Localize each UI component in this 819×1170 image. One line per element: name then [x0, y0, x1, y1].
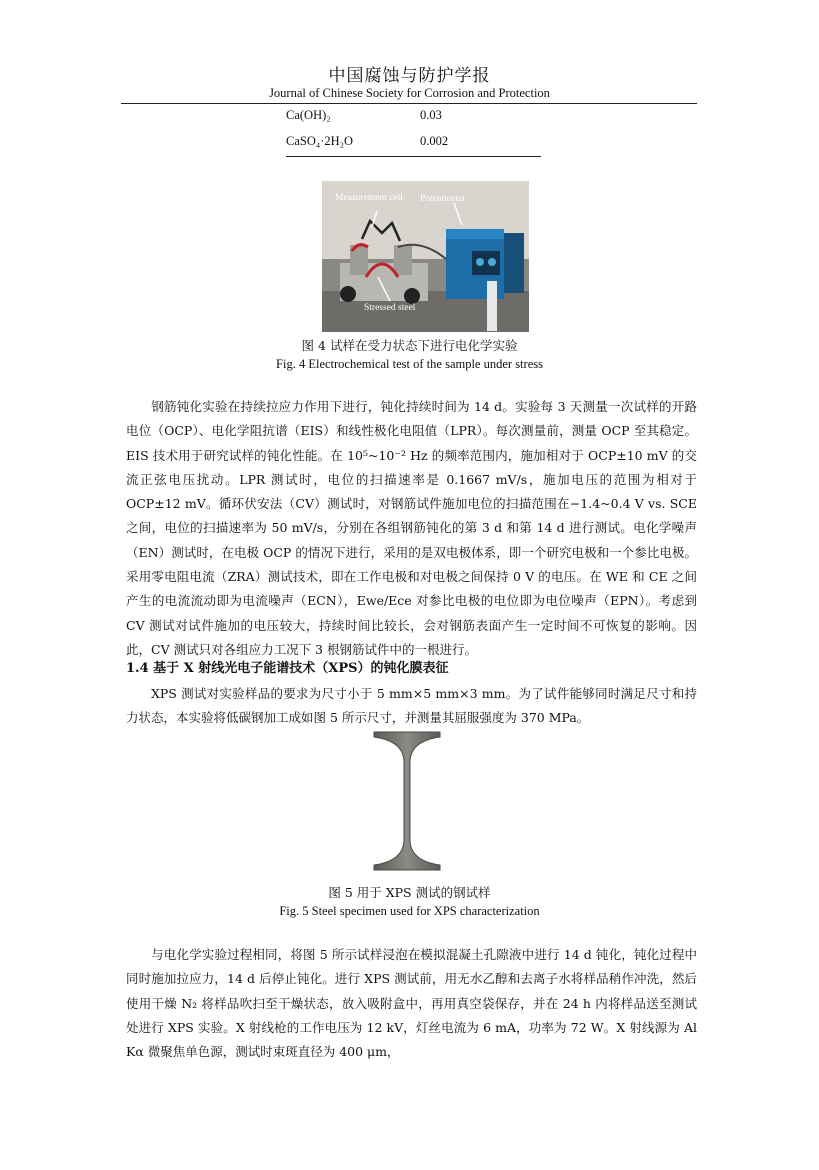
paragraph-text: 与电化学实验过程相同，将图 5 所示试样浸泡在模拟混凝土孔隙液中进行 14 d 钝化，钝化过程中同时施加拉应力，14 d 后停止钝化。进行 XPS 测试前，用无水乙醇和去离子水将样品稍作冲洗，然后使用干燥 N₂ 将样品吹扫至干燥状态，放入吸附盒中，再用真空袋保存，并在 24 h 内将样品送至测试处进行 XPS 实验。X 射线枪的工作电压为 12 kV，灯丝电流为 6 mA，功率为 72 W。X 射线源为 Al Kα 微聚焦单色源，测试时束斑直径为 400 μm，: [126, 947, 697, 1060]
body-paragraph: [126, 395, 697, 662]
figure5-specimen-image: [373, 731, 441, 871]
table-cell-compound: Ca(OH)₂: [286, 108, 331, 122]
journal-title-cn: 中国腐蚀与防护学报: [328, 66, 491, 86]
journal-title-en: Journal of Chinese Society for Corrosion and Protection: [269, 86, 550, 100]
label-measurement-cell: Measurement cell: [335, 193, 403, 203]
header-rule: [121, 103, 697, 104]
section-heading: 1.4 基于 X 射线光电子能谱技术（XPS）的钝化膜表征: [126, 661, 449, 676]
table-bottom-rule: [286, 156, 541, 157]
label-stressed-steel: Stressed steel: [364, 303, 416, 313]
figure4-caption-cn: 图 4 试样在受力状态下进行电化学实验: [301, 338, 518, 353]
paragraph-text: 钢筋钝化实验在持续拉应力作用下进行，钝化持续时间为 14 d。实验每 3 天测量一次试样的开路电位（OCP）、电化学阻抗谱（EIS）和线性极化电阻值（LPR）。每次测量前，测量 OCP 至其稳定。EIS 技术用于研究试样的钝化性能。在 10⁵~10⁻² Hz 的频率范围内，施加相对于 OCP±10 mV 的交流正弦电压扰动。LPR 测试时，电位的扫描速率是 0.1667 mV/s，施加电压的范围为相对于 OCP±12 mV。循环伏安法（CV）测试时，对钢筋试件施加电位的扫描范围在−1.4~0.4 V vs. SCE 之间，电位的扫描速率为 50 mV/s，分别在各组钢筋钝化的第 3 d 和第 14 d 进行测试。电化学噪声（EN）测试时，在电极 OCP 的情况下进行，采用的是双电极体系，即一个研究电极和一个参比电极。采用零电阻电流（ZRA）测试技术，即在工作电极和对电极之间保持 0 V 的电压。在 WE 和 CE 之间产生的电流流动即为电流噪声（ECN），Ewe/Ece 对参比电极的电位即为电位噪声（EPN）。考虑到 CV 测试对试件施加的电压较大，持续时间比较长，会对钢筋表面产生一定时间不可恢复的影响。因此，CV 测试只对各组应力工况下 3 根钢筋试件中的一根进行。: [126, 399, 697, 657]
table-cell-compound: CaSO₄·2H₂O: [286, 134, 354, 148]
body-paragraph: [126, 943, 697, 1064]
figure4-photo: [322, 181, 529, 332]
label-potentiostat: Potentiostat: [420, 194, 465, 204]
table-cell-value: 0.002: [420, 134, 449, 148]
paragraph-text: XPS 测试对实验样品的要求为尺寸小于 5 mm×5 mm×3 mm。为了试件能够同时满足尺寸和持力状态，本实验将低碳钢加工成如图 5 所示尺寸，并测量其屈服强度为 370 MPa。: [126, 686, 697, 726]
table-cell-value: 0.03: [420, 108, 442, 122]
figure5-caption-cn: 图 5 用于 XPS 测试的钢试样: [328, 885, 491, 900]
figure4-caption-en: Fig. 4 Electrochemical test of the sample under stress: [276, 357, 543, 371]
body-paragraph: [126, 682, 697, 731]
figure5-caption-en: Fig. 5 Steel specimen used for XPS characterization: [279, 904, 540, 918]
